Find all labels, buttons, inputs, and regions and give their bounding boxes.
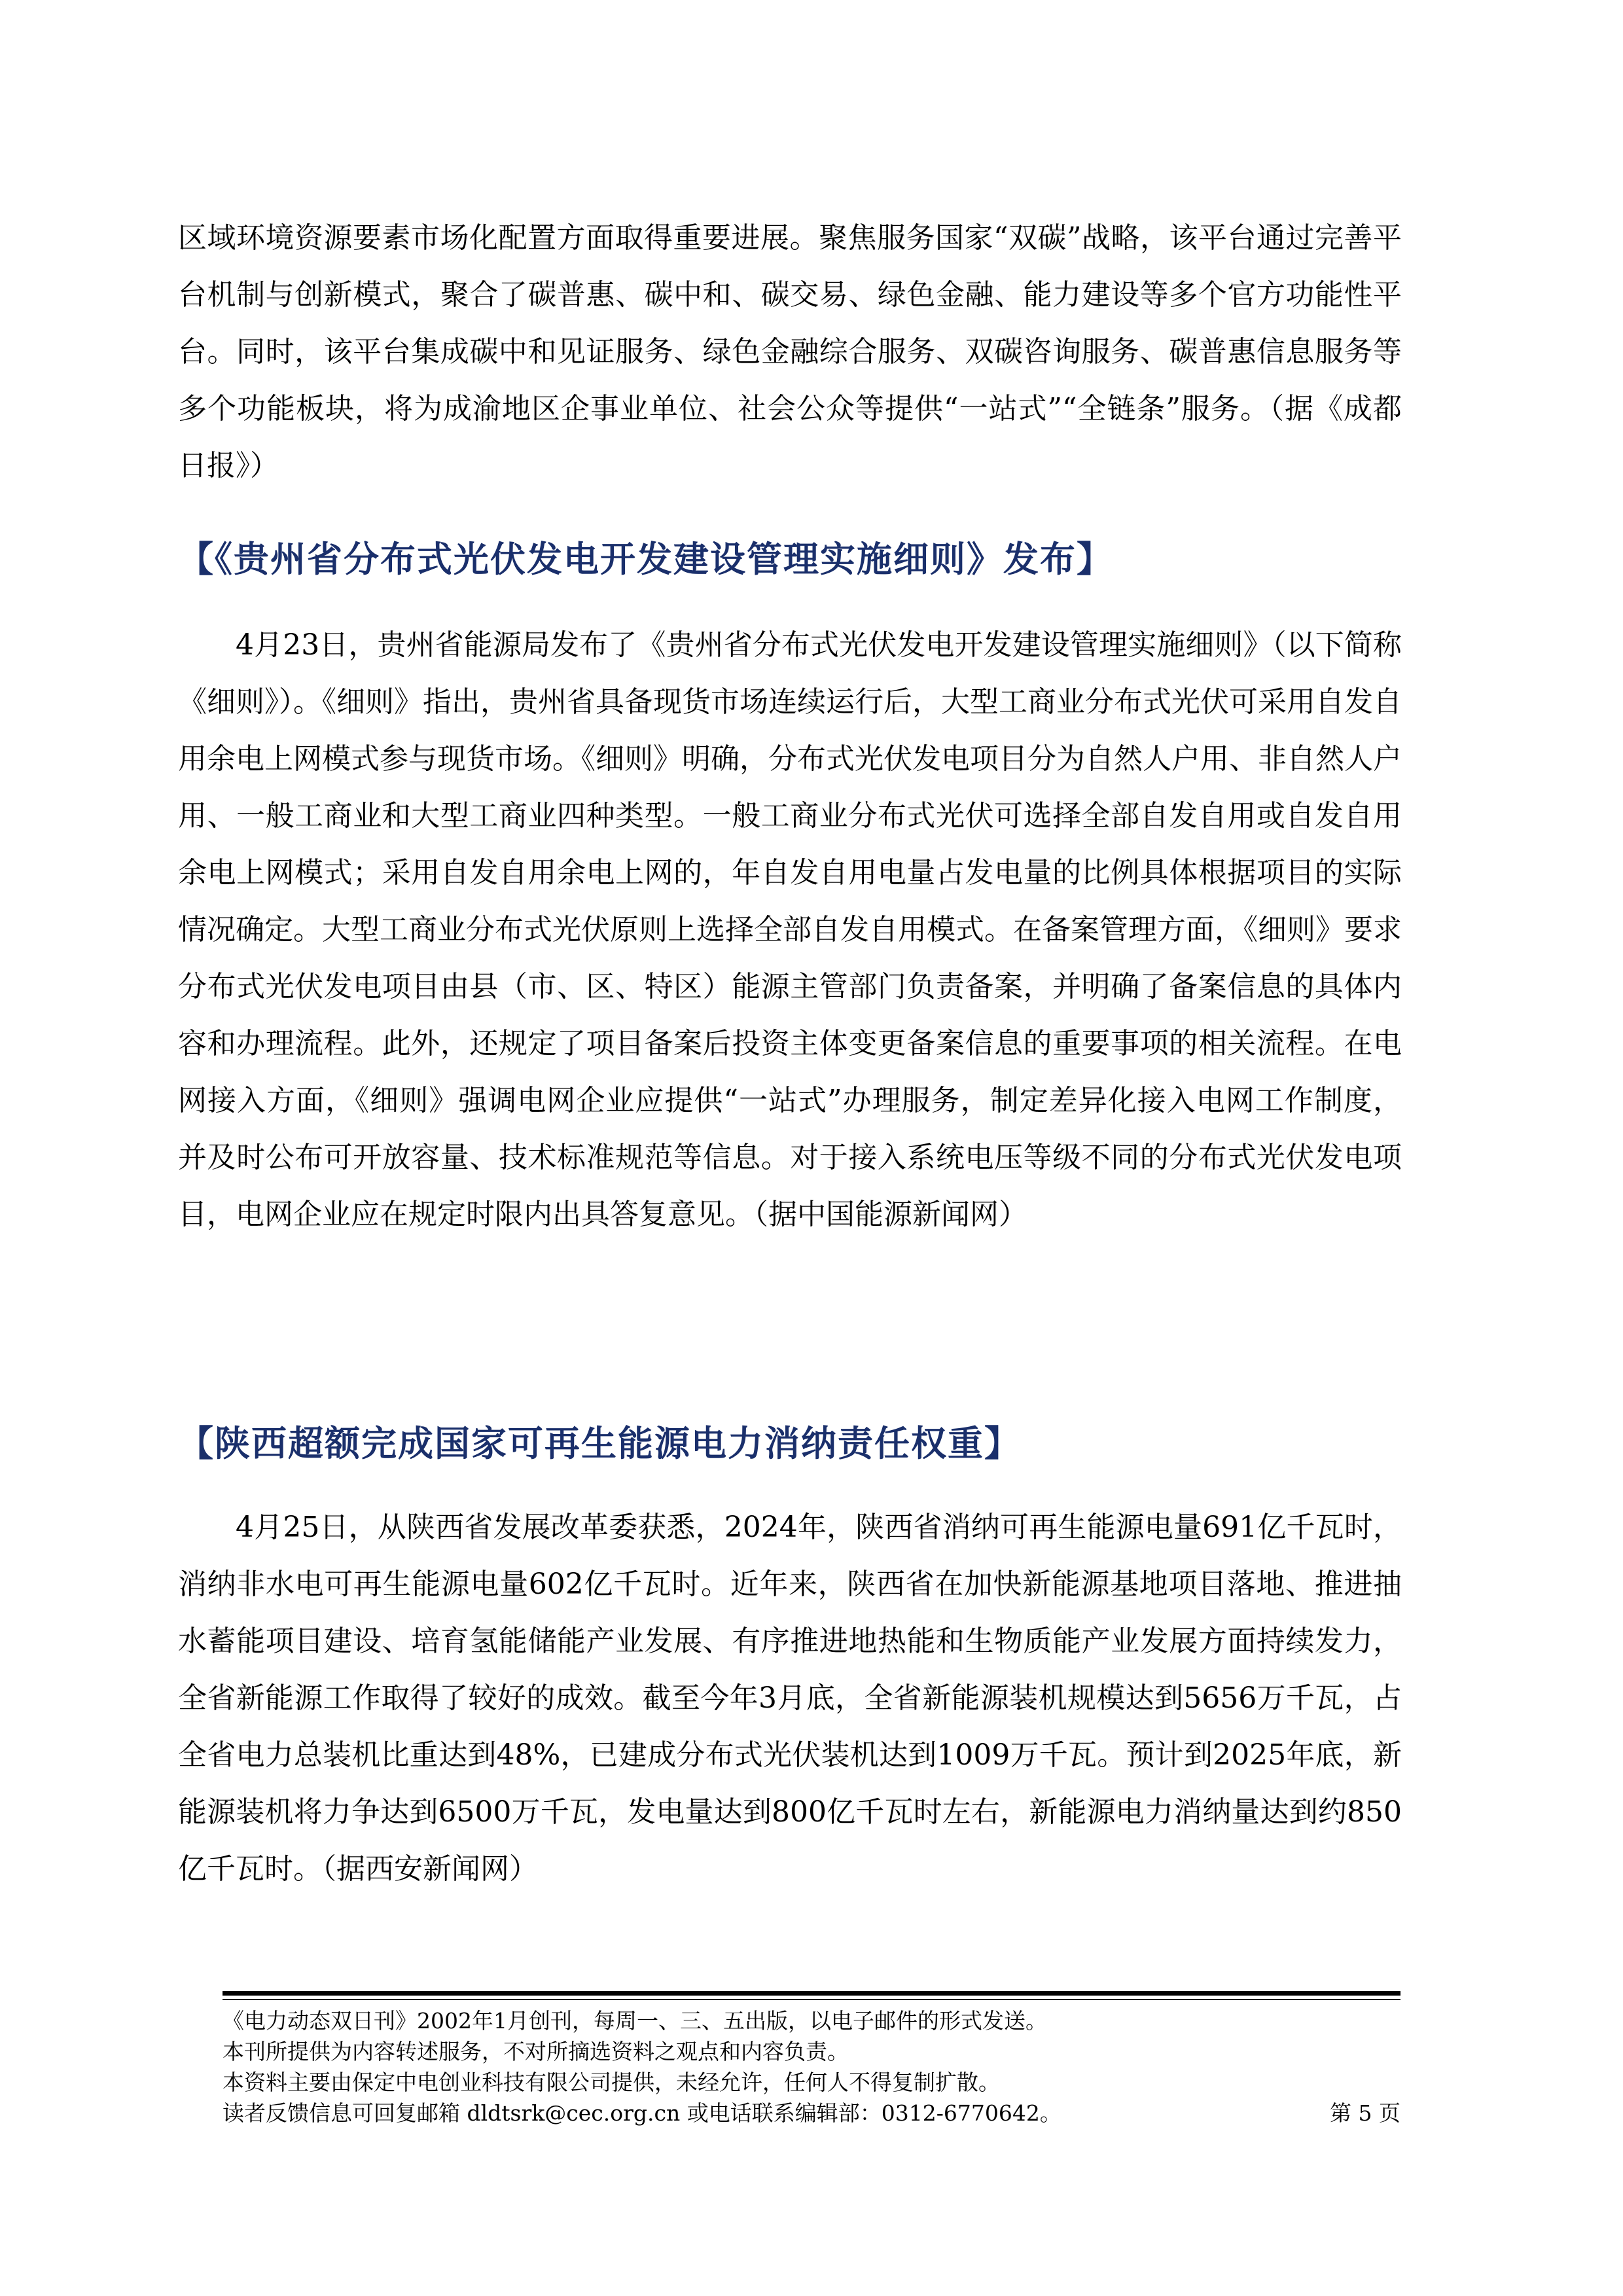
footer-copyright: 本资料主要由保定中电创业科技有限公司提供，未经允许，任何人不得复制扩散。 bbox=[223, 2070, 1000, 2095]
page-number: 第 5 页 bbox=[1330, 2100, 1400, 2126]
article-heading-shaanxi: 【陕西超额完成国家可再生能源电力消纳责任权重】 bbox=[178, 1422, 1021, 1464]
footer-divider-thin bbox=[223, 1999, 1400, 2000]
footer-contact: 读者反馈信息可回复邮箱 dldtsrk@cec.org.cn 或电话联系编辑部：0312-6770642。 bbox=[223, 2100, 1061, 2126]
article-heading-guizhou: 【《贵州省分布式光伏发电开发建设管理实施细则》发布】 bbox=[178, 538, 1113, 580]
footer-divider-thick bbox=[223, 1991, 1400, 1996]
footer-contact-row bbox=[223, 2098, 1400, 2128]
footer bbox=[223, 2005, 1400, 2128]
article-body-shaanxi: 4月25日，从陕西省发展改革委获悉，2024年，陕西省消纳可再生能源电量691亿千瓦时，消纳非水电可再生能源电量602亿千瓦时。近年来，陕西省在加快新能源基地项目落地、推进抽水蓄能项目建设、培育氢能储能产业发展、有序推进地热能和生物质能产业发展方面持续发力，全省新能源工作取得了较好的成效。截至今年3月底，全省新能源装机规模达到5656万千瓦，占全省电力总装机比重达到48%，已建成分布式光伏装机达到1009万千瓦。预计到2025年底，新能源装机将力争达到6500万千瓦，发电量达到800亿千瓦时左右，新能源电力消纳量达到约850亿千瓦时。（据西安新闻网） bbox=[178, 1511, 1402, 1886]
footer-publication-info: 《电力动态双日刊》2002年1月创刊，每周一、三、五出版，以电子邮件的形式发送。 bbox=[223, 2008, 1047, 2034]
article-tail-paragraph: 区域环境资源要素市场化配置方面取得重要进展。聚焦服务国家“双碳”战略，该平台通过完善平台机制与创新模式，聚合了碳普惠、碳中和、碳交易、绿色金融、能力建设等多个官方功能性平台。同时，该平台集成碳中和见证服务、绿色金融综合服务、双碳咨询服务、碳普惠信息服务等多个功能板块，将为成渝地区企事业单位、社会公众等提供“一站式”“全链条”服务。（据《成都日报》） bbox=[178, 221, 1402, 482]
footer-disclaimer: 本刊所提供为内容转述服务，不对所摘选资料之观点和内容负责。 bbox=[223, 2039, 849, 2064]
article-body-guizhou: 4月23日，贵州省能源局发布了《贵州省分布式光伏发电开发建设管理实施细则》（以下简称《细则》）。《细则》指出，贵州省具备现货市场连续运行后，大型工商业分布式光伏可采用自发自用余电上网模式参与现货市场。《细则》明确，分布式光伏发电项目分为自然人户用、非自然人户用、一般工商业和大型工商业四种类型。一般工商业分布式光伏可选择全部自发自用或自发自用余电上网模式；采用自发自用余电上网的，年自发自用电量占发电量的比例具体根据项目的实际情况确定。大型工商业分布式光伏原则上选择全部自发自用模式。在备案管理方面，《细则》要求分布式光伏发电项目由县（市、区、特区）能源主管部门负责备案，并明确了备案信息的具体内容和办理流程。此外，还规定了项目备案后投资主体变更备案信息的重要事项的相关流程。在电网接入方面，《细则》强调电网企业应提供“一站式”办理服务，制定差异化接入电网工作制度，并及时公布可开放容量、技术标准规范等信息。对于接入系统电压等级不同的分布式光伏发电项目，电网企业应在规定时限内出具答复意见。（据中国能源新闻网） bbox=[178, 628, 1402, 1231]
